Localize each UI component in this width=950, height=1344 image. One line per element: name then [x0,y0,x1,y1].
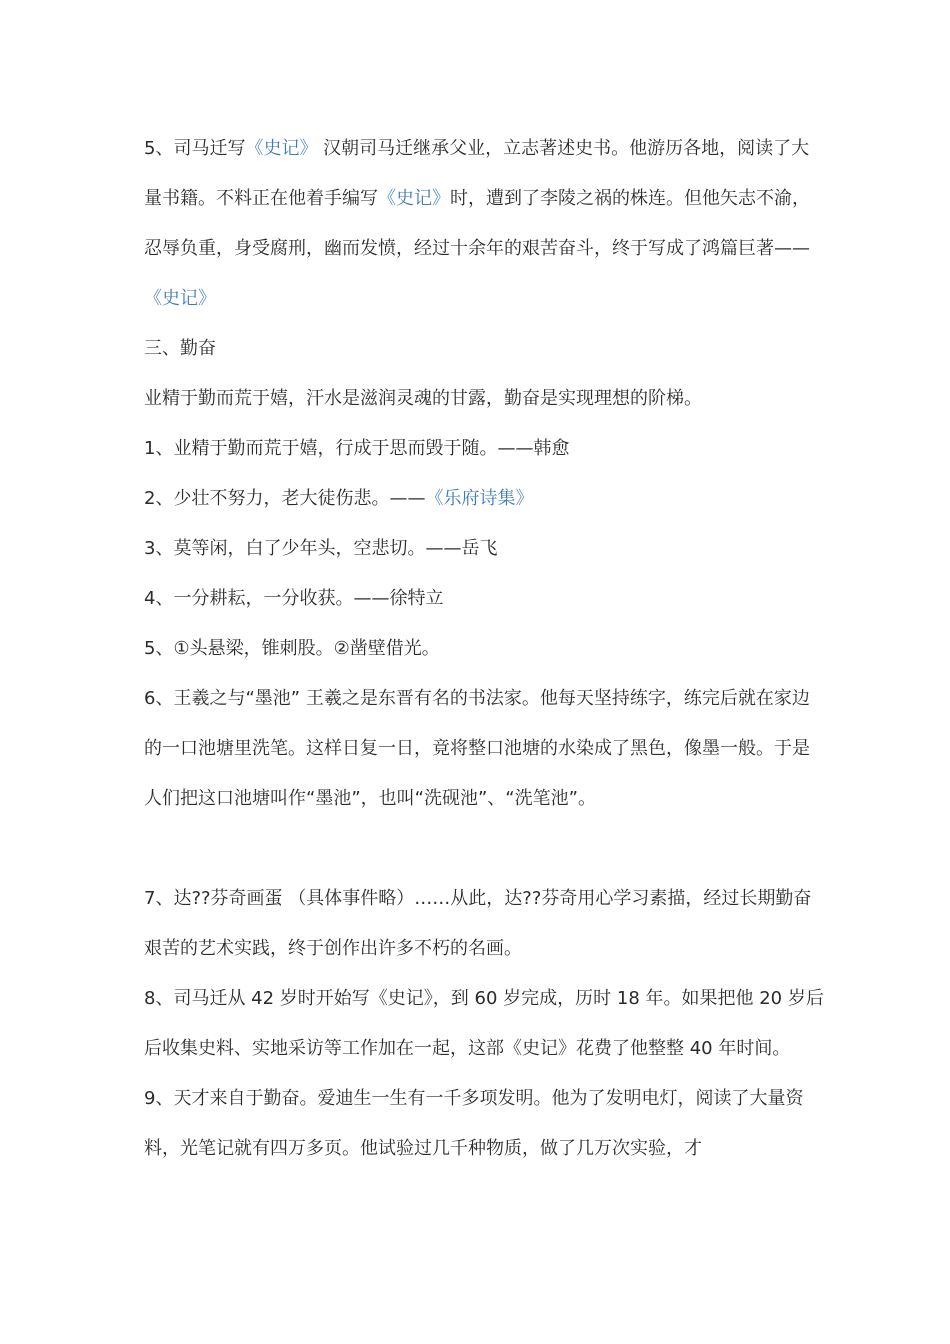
blank-line [144,824,824,874]
story-item-6 [144,674,824,824]
text-run: 6、王羲之与“墨池” 王羲之是东晋有名的书法家。他每天坚持练字，练完后就在家边的一口池塘里洗笔。这样日复一日，竟将整口池塘的水染成了黑色，像墨一般。于是人们把这口池塘叫作“墨池”，也叫“洗砚池”、“洗笔池”。 [144,688,810,809]
text-run: 7、达??芬奇画蛋 （具体事件略）……从此，达??芬奇用心学习素描，经过长期勤奋艰苦的艺术实践，终于创作出许多不朽的名画。 [144,888,812,959]
quote-item-2 [144,474,824,524]
text-run: 4、一分耕耘，一分收获。——徐特立 [144,588,444,609]
link-shiji[interactable]: 《史记》 [245,138,318,159]
story-item-9 [144,1074,824,1174]
document-body [144,124,824,1174]
text-run: 5、①头悬梁，锥刺股。②凿壁借光。 [144,638,440,659]
quote-item-5 [144,624,824,674]
text-run: 业精于勤而荒于嬉，汗水是滋润灵魂的甘露，勤奋是实现理想的阶梯。 [144,388,702,409]
text-run: 8、司马迁从 42 岁时开始写《史记》，到 60 岁完成，历时 18 年。如果把他 20 岁后后收集史料、实地采访等工作加在一起，这部《史记》花费了他整整 40 年时间。 [144,988,824,1059]
text-run: 9、天才来自于勤奋。爱迪生一生有一千多项发明。他为了发明电灯，阅读了大量资料，光笔记就有四万多页。他试验过几千种物质，做了几万次实验，才 [144,1088,804,1159]
quote-item-3 [144,524,824,574]
paragraph-sima-qian [144,124,824,324]
link-yuefu-shiji[interactable]: 《乐府诗集》 [425,488,534,509]
quote-item-4 [144,574,824,624]
link-shiji[interactable]: 《史记》 [378,188,450,209]
quote-item-1 [144,424,824,474]
section-intro [144,374,824,424]
link-shiji[interactable]: 《史记》 [144,288,216,309]
heading-text: 三、勤奋 [144,338,216,359]
text-run: 5、司马迁写 [144,138,246,159]
text-run: 1、业精于勤而荒于嬉，行成于思而毁于随。——韩愈 [144,438,570,459]
text-run: 3、莫等闲，白了少年头，空悲切。——岳飞 [144,538,498,559]
story-item-7 [144,874,824,974]
text-run: 2、少壮不努力，老大徒伤悲。—— [144,488,426,509]
text-run: 汉朝司马迁继承父业，立志著述史书。他游历各地，阅读了大量书籍。不料正在他着手编写 [144,138,810,209]
story-item-8 [144,974,824,1074]
section-heading [144,324,824,374]
text-run: 时，遭到了李陵之祸的株连。但他矢志不渝，忍辱负重，身受腐刑，幽而发愤，经过十余年的艰苦奋斗，终于写成了鸿篇巨著—— [144,188,810,259]
